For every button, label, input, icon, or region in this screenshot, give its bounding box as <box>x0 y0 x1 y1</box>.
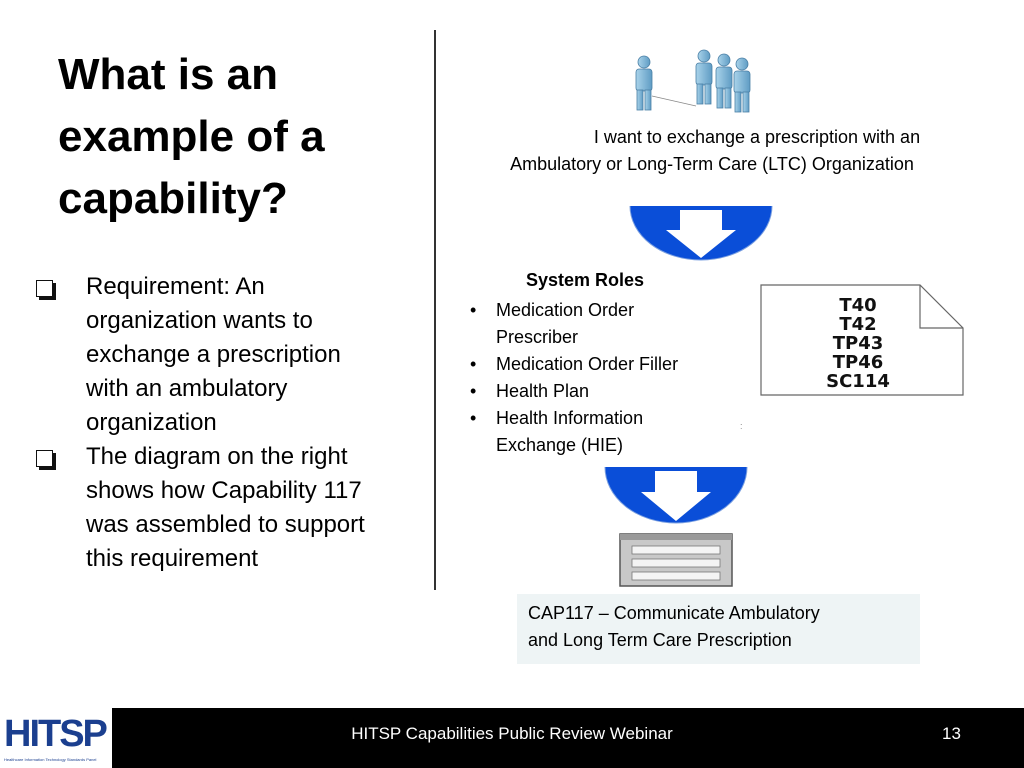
checkbox-bullet-icon <box>36 450 53 467</box>
bullet-line: exchange a prescription <box>86 341 341 368</box>
bullet-line: organization wants to <box>86 307 313 334</box>
bullet-line: with an ambulatory <box>86 375 288 402</box>
bullet-diagram <box>36 440 426 576</box>
bullet-dot: • <box>470 381 477 401</box>
role-item <box>462 378 742 405</box>
bullet-list <box>36 270 426 576</box>
document-icon <box>760 284 964 396</box>
capability-box <box>517 594 920 664</box>
system-roles-heading: System Roles <box>526 270 645 290</box>
system-roles-list <box>462 297 742 459</box>
people-group-icon <box>632 48 764 116</box>
code-label: T42 <box>839 314 877 335</box>
checkbox-bullet-icon <box>36 280 53 297</box>
bullet-line: Requirement: An <box>86 273 265 300</box>
bullet-dot: • <box>470 354 477 374</box>
logo-text: HITSP <box>4 713 106 755</box>
title-line: What is an <box>58 50 279 99</box>
role-line: Medication Order Filler <box>496 354 679 374</box>
bullet-line: this requirement <box>86 545 259 572</box>
page-number: 13 <box>942 724 961 743</box>
bullet-line: The diagram on the right <box>86 443 348 470</box>
role-item <box>462 405 742 459</box>
role-line: Prescriber <box>496 327 579 347</box>
role-line: Health Plan <box>496 381 590 401</box>
title-line: example of a <box>58 112 325 161</box>
code-label: SC114 <box>826 371 890 392</box>
requirement-description <box>450 124 974 178</box>
vertical-divider <box>434 30 436 590</box>
capability-line: CAP117 – Communicate Ambulatory <box>528 603 820 623</box>
role-line: Health Information <box>496 408 644 428</box>
role-item <box>462 351 742 378</box>
slide-title <box>58 44 418 230</box>
code-label: TP43 <box>832 333 884 354</box>
down-arrow-icon <box>603 467 749 527</box>
capability-line: and Long Term Care Prescription <box>528 630 792 650</box>
window-icon <box>618 532 734 588</box>
bullet-line: shows how Capability 117 <box>86 477 362 504</box>
code-label: TP46 <box>832 352 884 373</box>
role-line: Exchange (HIE) <box>496 435 624 455</box>
down-arrow-icon <box>628 206 774 264</box>
bullet-line: was assembled to support <box>86 511 365 538</box>
description-line: Ambulatory or Long-Term Care (LTC) Organization <box>510 154 914 174</box>
footer-title: HITSP Capabilities Public Review Webinar <box>351 724 673 743</box>
bullet-dot: • <box>470 408 477 428</box>
bullet-requirement <box>36 270 426 440</box>
bullet-dot: • <box>470 300 477 320</box>
logo-subtitle: Healthcare Information Technology Standards Panel <box>4 757 97 762</box>
role-item <box>462 297 742 351</box>
role-line: Medication Order <box>496 300 635 320</box>
code-label: T40 <box>839 295 877 316</box>
stray-mark: : <box>740 421 743 431</box>
title-line: capability? <box>58 174 288 223</box>
bullet-line: organization <box>86 409 217 436</box>
description-line: I want to exchange a prescription with an <box>593 127 921 147</box>
